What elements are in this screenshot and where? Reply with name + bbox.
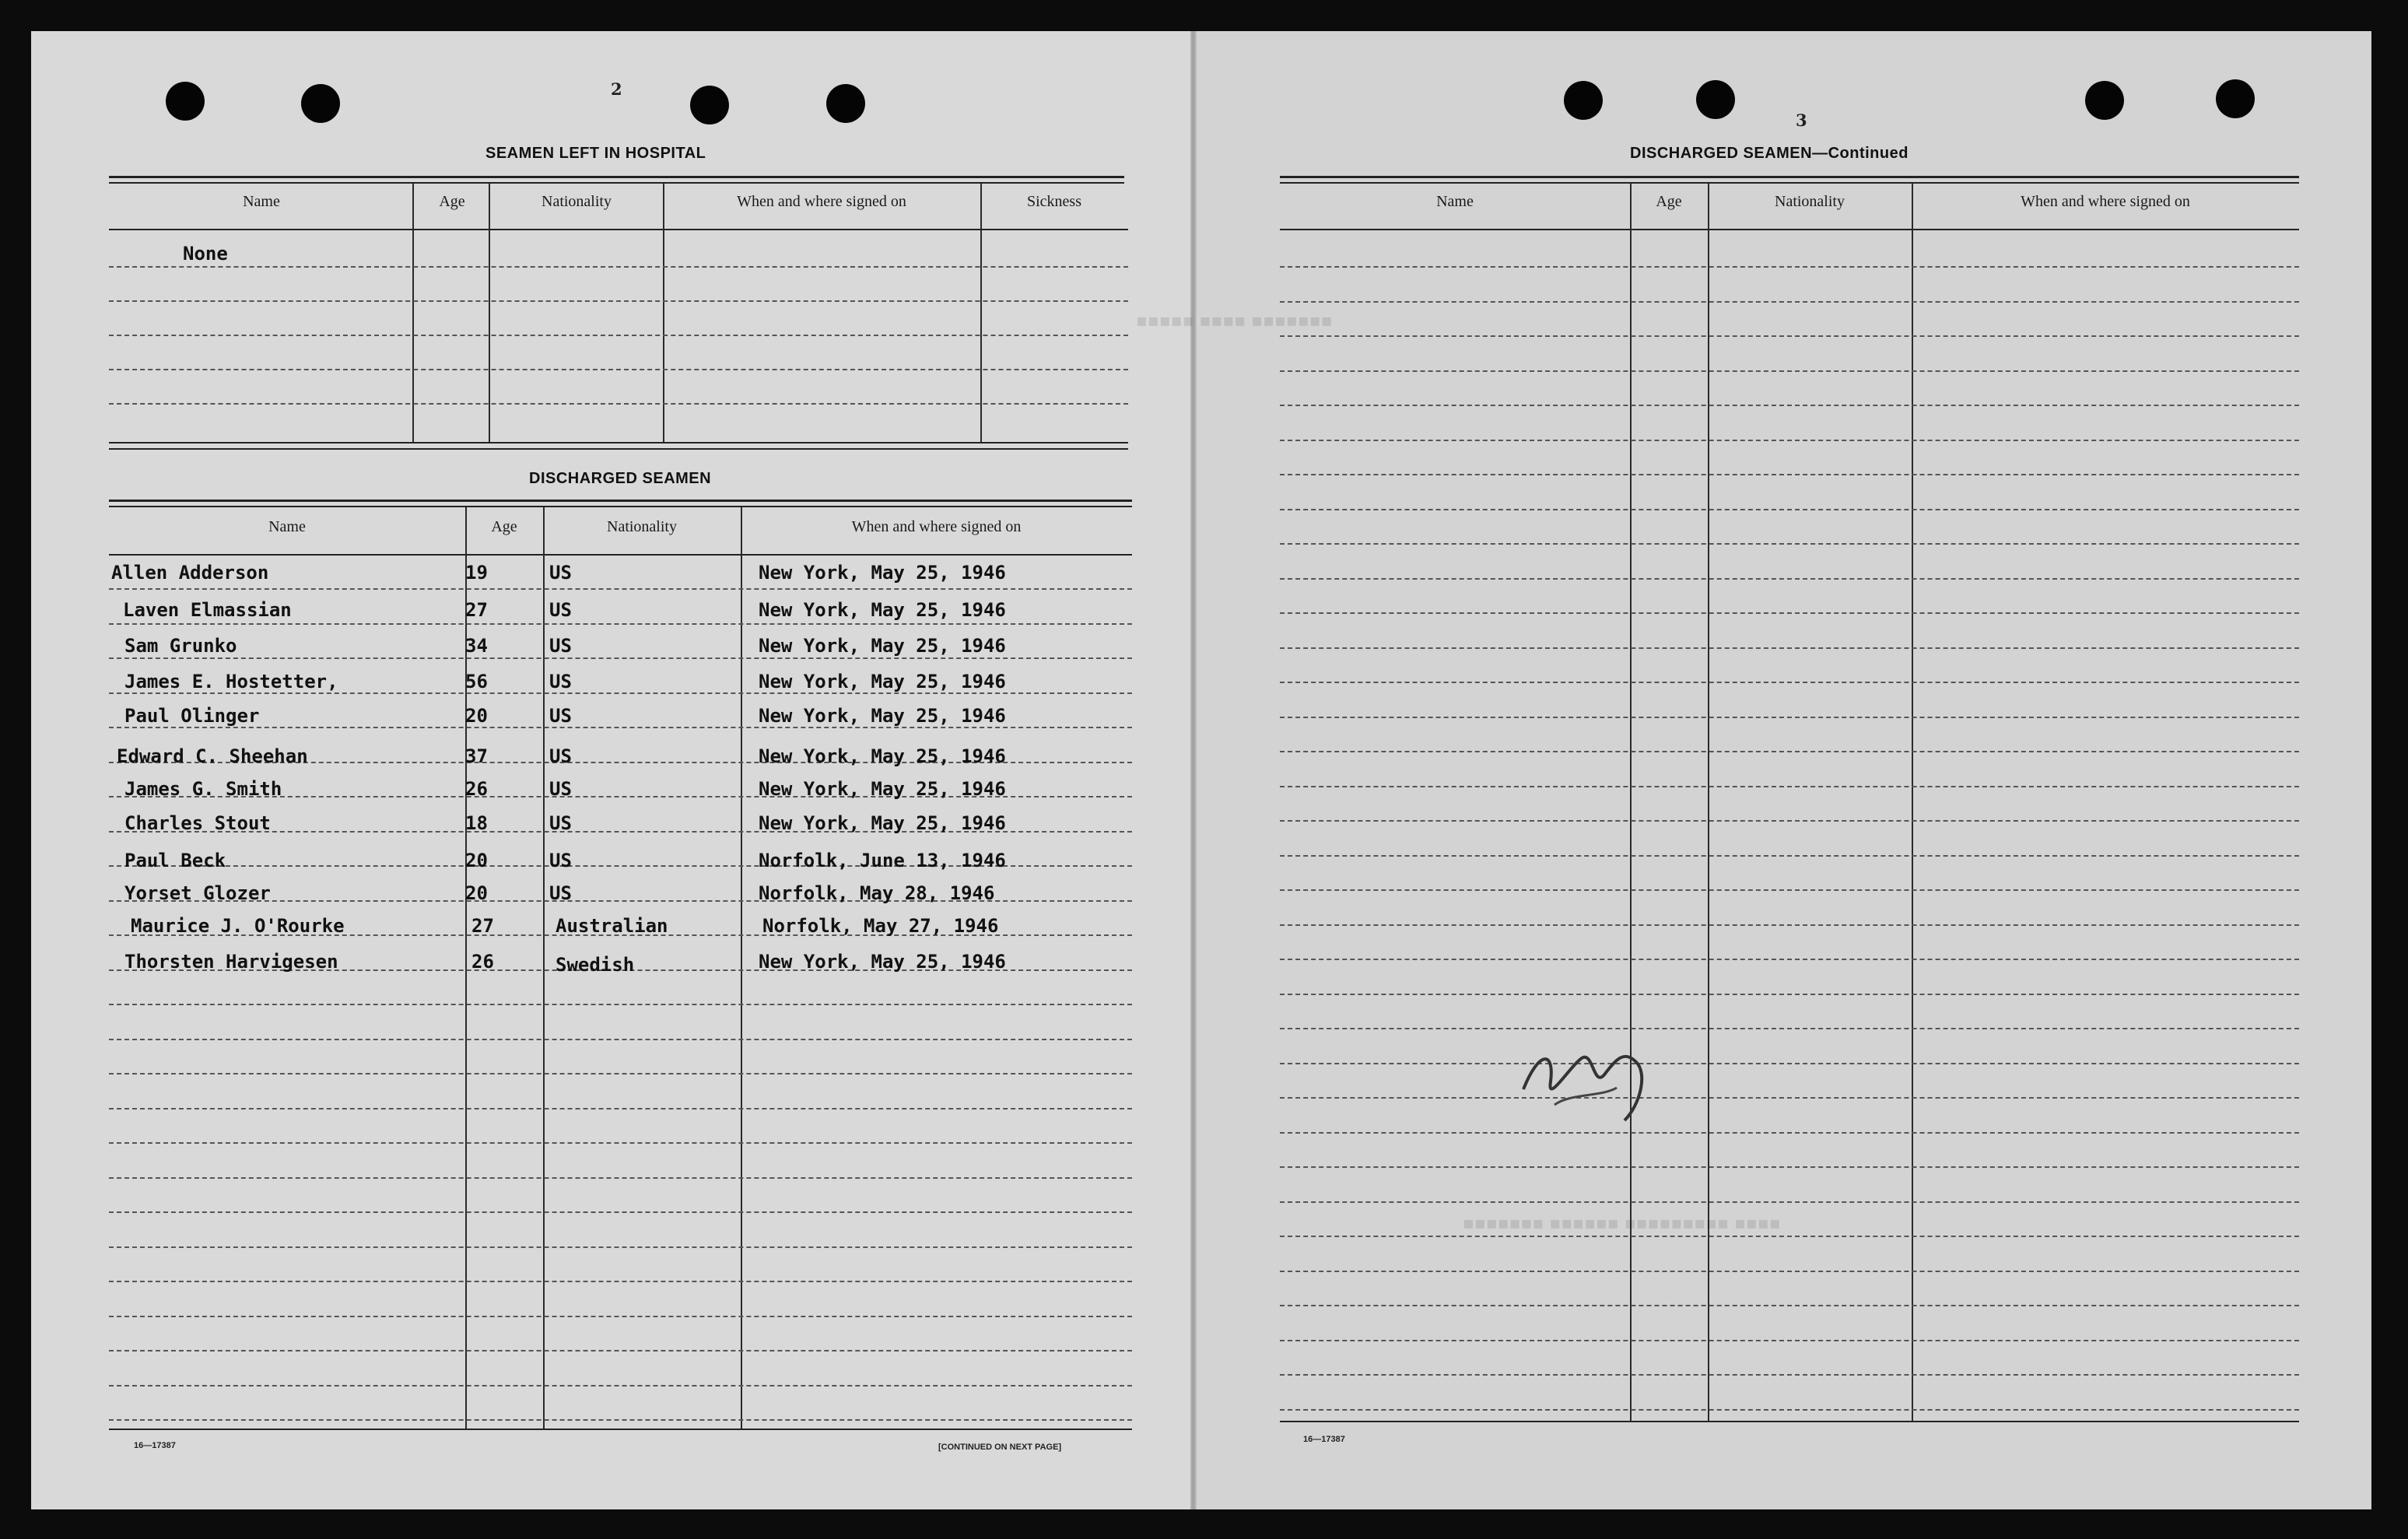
table-cell-signed-on: New York, May 25, 1946	[759, 812, 1006, 834]
row-line	[1280, 1340, 2299, 1341]
row-line	[109, 1385, 1132, 1387]
discharged-section-title: DISCHARGED SEAMEN	[529, 470, 712, 487]
page-number: 3	[1796, 110, 1807, 130]
table-cell-nationality: US	[549, 671, 572, 692]
row-line	[1280, 578, 2299, 580]
row-line	[109, 1246, 1132, 1248]
table-cell-signed-on: New York, May 25, 1946	[759, 562, 1006, 584]
table-cell-name: Allen Adderson	[111, 562, 269, 584]
table-cell-signed-on: New York, May 25, 1946	[759, 778, 1006, 800]
row-line	[1280, 1374, 2299, 1376]
row-line	[1280, 405, 2299, 406]
row-line	[109, 588, 1132, 590]
table-rule	[109, 1429, 1132, 1430]
row-line	[109, 1039, 1132, 1040]
row-line	[109, 1004, 1132, 1005]
table-cell-nationality: US	[549, 745, 572, 767]
row-line	[109, 266, 1128, 268]
table-cell-nationality: US	[549, 778, 572, 800]
row-line	[1280, 820, 2299, 822]
table-cell-nationality: US	[549, 812, 572, 834]
continued-note: [CONTINUED ON NEXT PAGE]	[938, 1443, 1062, 1452]
row-line	[1280, 335, 2299, 337]
row-line	[109, 369, 1128, 370]
punch-hole	[2216, 79, 2255, 118]
punch-hole	[166, 82, 205, 121]
row-line	[1280, 647, 2299, 649]
column-header-nationality: Nationality	[542, 193, 612, 210]
table-cell-age: 18	[465, 812, 488, 834]
row-line	[1280, 855, 2299, 857]
row-line	[1280, 1201, 2299, 1203]
punch-hole	[301, 84, 340, 123]
page-number: 2	[611, 79, 622, 99]
table-cell-age: 27	[471, 915, 494, 937]
row-line	[109, 1419, 1132, 1421]
row-line	[1280, 751, 2299, 752]
table-cell-age: 34	[465, 635, 488, 657]
table-rule	[109, 229, 1128, 230]
row-line	[109, 1350, 1132, 1351]
row-line	[109, 727, 1132, 728]
row-line	[1280, 924, 2299, 926]
row-line	[1280, 440, 2299, 441]
table-cell-signed-on: New York, May 25, 1946	[759, 951, 1006, 973]
row-line	[109, 1211, 1132, 1213]
table-cell-signed-on: Norfolk, June 13, 1946	[759, 850, 1006, 871]
table-cell-nationality: US	[549, 599, 572, 621]
column-header-nationality: Nationality	[607, 518, 677, 535]
page-fold	[1190, 31, 1197, 1509]
column-header-signed-on: When and where signed on	[2021, 193, 2190, 210]
row-line	[109, 1108, 1132, 1110]
column-header-age: Age	[439, 193, 465, 210]
table-rule	[109, 554, 1132, 556]
punch-hole	[826, 84, 865, 123]
table-cell-name: Sam Grunko	[124, 635, 237, 657]
row-line	[109, 1177, 1132, 1179]
row-line	[109, 300, 1128, 302]
table-cell-signed-on: New York, May 25, 1946	[759, 635, 1006, 657]
table-cell-nationality: US	[549, 635, 572, 657]
row-line	[109, 1142, 1132, 1144]
table-cell-nationality: US	[549, 705, 572, 727]
row-line	[109, 1073, 1132, 1074]
table-cell-name: Edward C. Sheehan	[117, 745, 308, 767]
row-line	[109, 623, 1132, 625]
table-rule	[109, 176, 1124, 178]
form-number: 16—17387	[1303, 1435, 1345, 1444]
handwritten-mark	[1508, 1019, 1679, 1136]
table-cell-nationality: US	[549, 850, 572, 871]
table-cell-name: James G. Smith	[124, 778, 282, 800]
row-line	[1280, 1097, 2299, 1099]
table-cell-name: Thorsten Harvigesen	[124, 951, 338, 973]
row-line	[1280, 266, 2299, 268]
table-cell-nationality: US	[549, 882, 572, 904]
row-line	[1280, 889, 2299, 891]
row-line	[109, 403, 1128, 405]
table-cell-signed-on: New York, May 25, 1946	[759, 599, 1006, 621]
table-cell-age: 37	[465, 745, 488, 767]
row-line	[109, 657, 1132, 659]
table-rule	[109, 500, 1132, 502]
table-cell-age: 20	[465, 850, 488, 871]
table-rule	[109, 506, 1132, 507]
table-rule	[1280, 182, 2299, 184]
table-rule	[109, 182, 1124, 184]
table-cell-age: 26	[465, 778, 488, 800]
row-line	[1280, 786, 2299, 787]
punch-hole	[690, 86, 729, 124]
table-cell-signed-on: New York, May 25, 1946	[759, 705, 1006, 727]
table-rule	[1280, 176, 2299, 178]
row-line	[109, 1316, 1132, 1317]
row-line	[109, 1281, 1132, 1282]
table-cell-signed-on: New York, May 25, 1946	[759, 745, 1006, 767]
table-cell-name: James E. Hostetter,	[124, 671, 338, 692]
column-header-sickness: Sickness	[1027, 193, 1081, 210]
column-header-signed-on: When and where signed on	[737, 193, 906, 210]
row-line	[1280, 509, 2299, 510]
table-cell-name: Paul Beck	[124, 850, 226, 871]
row-line	[1280, 682, 2299, 683]
row-line	[1280, 370, 2299, 372]
table-cell-name: Laven Elmassian	[123, 599, 292, 621]
punch-hole	[2085, 81, 2124, 120]
table-rule	[109, 448, 1128, 450]
row-line	[1280, 543, 2299, 545]
row-line	[1280, 717, 2299, 718]
row-line	[1280, 1132, 2299, 1134]
table-cell-age: 56	[465, 671, 488, 692]
punch-hole	[1564, 81, 1603, 120]
table-cell-nationality: Swedish	[556, 954, 635, 976]
table-cell-age: 19	[465, 562, 488, 584]
row-line	[1280, 1236, 2299, 1237]
row-line	[1280, 1305, 2299, 1306]
column-header-age: Age	[1656, 193, 1682, 210]
table-cell-age: 26	[471, 951, 494, 973]
column-header-name: Name	[1436, 193, 1474, 210]
form-number: 16—17387	[134, 1441, 176, 1450]
table-cell-name: Charles Stout	[124, 812, 271, 834]
document-sheet	[31, 31, 2371, 1509]
table-rule	[1280, 229, 2299, 230]
row-line	[1280, 1166, 2299, 1168]
row-line	[1280, 994, 2299, 995]
table-cell-signed-on: Norfolk, May 28, 1946	[759, 882, 995, 904]
table-cell-nationality: US	[549, 562, 572, 584]
table-cell-name: Paul Olinger	[124, 705, 260, 727]
table-cell-name: Yorset Glozer	[124, 882, 271, 904]
row-line	[1280, 1063, 2299, 1064]
table-cell-age: 27	[465, 599, 488, 621]
punch-hole	[1696, 80, 1735, 119]
column-header-nationality: Nationality	[1775, 193, 1845, 210]
column-header-age: Age	[491, 518, 517, 535]
column-header-signed-on: When and where signed on	[851, 518, 1022, 535]
right-page	[1197, 31, 2371, 1509]
row-line	[1280, 959, 2299, 960]
table-rule	[1280, 1421, 2299, 1422]
table-cell-age: 20	[465, 705, 488, 727]
table-cell-nationality: Australian	[556, 915, 668, 937]
row-line	[1280, 1271, 2299, 1272]
table-cell-signed-on: New York, May 25, 1946	[759, 671, 1006, 692]
hospital-entry: None	[183, 243, 228, 265]
row-line	[109, 335, 1128, 336]
table-rule	[109, 442, 1128, 443]
row-line	[1280, 1409, 2299, 1411]
hospital-section-title: SEAMEN LEFT IN HOSPITAL	[485, 145, 706, 162]
table-cell-age: 20	[465, 882, 488, 904]
row-line	[1280, 1028, 2299, 1029]
column-divider	[543, 507, 545, 1429]
row-line	[1280, 301, 2299, 303]
discharged-continued-title: DISCHARGED SEAMEN—Continued	[1630, 145, 1909, 162]
table-cell-signed-on: Norfolk, May 27, 1946	[762, 915, 999, 937]
column-divider	[741, 507, 742, 1429]
column-header-name: Name	[268, 518, 306, 535]
column-header-name: Name	[243, 193, 280, 210]
row-line	[1280, 474, 2299, 475]
row-line	[1280, 612, 2299, 614]
table-cell-name: Maurice J. O'Rourke	[131, 915, 345, 937]
